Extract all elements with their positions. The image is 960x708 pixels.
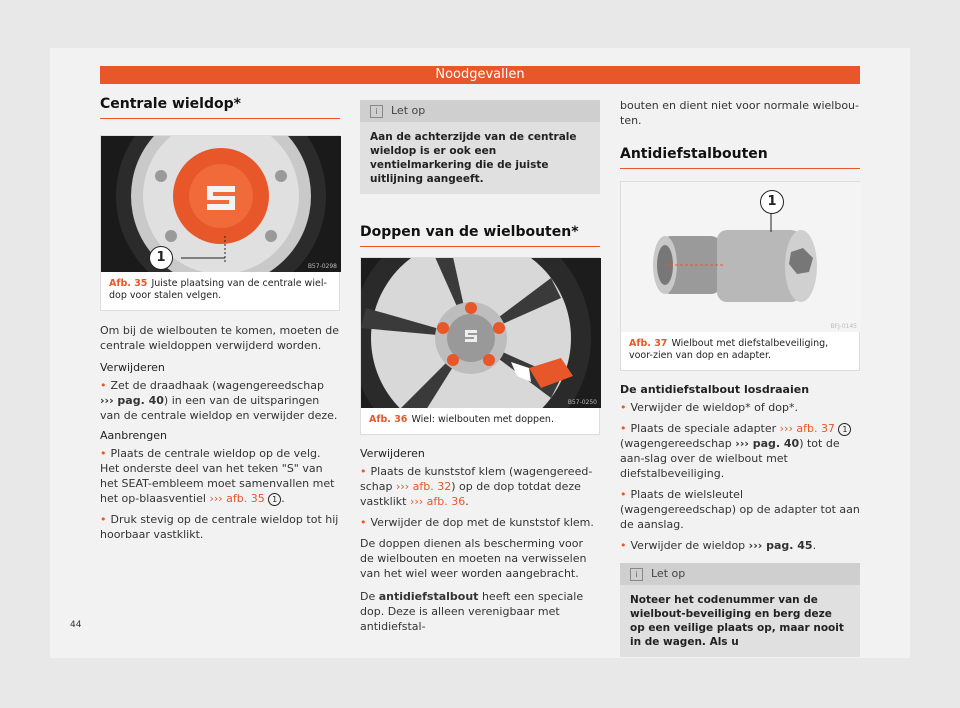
- text: .: [465, 495, 469, 508]
- figure-36: [360, 257, 600, 435]
- text: Zet de draadhaak (wagengereedschap: [110, 379, 324, 392]
- list-item: • Plaats de wielsleutel (wagengereedschap) op de adapter tot aan de aanslag.: [620, 488, 860, 531]
- subheading: De antidiefstalbout losdraaien: [620, 383, 810, 396]
- callout-1: 1: [760, 190, 784, 214]
- figure-label: Afb. 36: [369, 414, 408, 425]
- note-title: Let op: [391, 104, 426, 117]
- text: Plaats de centrale wieldop op de velg. Het onderste deel van het teken "S" van het SEAT-embleem moet samenvallen met het op-blaasventiel: [100, 447, 335, 505]
- figure-caption: [621, 332, 859, 370]
- list-item: • Plaats de kunststof klem (wagengereed-schap ››› afb. 32) op de dop totdat deze vastklikt ››› afb. 36.: [360, 465, 593, 508]
- text: Plaats de kunststof klem (wagengereed-schap: [360, 465, 593, 493]
- alloy-wheel-illustration: [361, 258, 601, 408]
- figure-label: Afb. 37: [629, 338, 668, 349]
- figure-code: BFJ-0145: [830, 323, 857, 330]
- page-reference-link[interactable]: ››› pag. 40: [735, 437, 800, 450]
- continued-paragraph: bouten en dient niet voor normale wielbou-ten.: [620, 99, 859, 127]
- text: Verwijder de dop met de kunststof klem.: [370, 516, 594, 529]
- caption-text: Wielbout met diefstalbeveiliging, voor-zien van dop en adapter.: [629, 338, 829, 361]
- list-item: • Zet de draadhaak (wagengereedschap ››› pag. 40) in een van de uitsparingen van de centrale wieldop en verwijder deze.: [100, 379, 338, 422]
- info-icon: i: [370, 105, 383, 118]
- text: Verwijder de wieldop: [630, 539, 746, 552]
- column-3: [620, 98, 860, 657]
- text: (wagengereedschap: [620, 437, 732, 450]
- figure-image: [621, 182, 861, 332]
- figure-caption: [361, 408, 599, 434]
- text: .: [281, 492, 285, 505]
- figure-reference-link[interactable]: ››› afb. 36: [409, 495, 466, 508]
- figure-image: [361, 258, 601, 408]
- caption-text: Wiel: wielbouten met doppen.: [411, 414, 554, 425]
- subheading-remove: Verwijderen: [360, 447, 425, 460]
- note-header: [620, 563, 860, 585]
- note-text: Noteer het codenummer van de wielbout-beveiliging en berg deze op een veilige plaats op, maar nooit in de wagen. Als u: [630, 594, 844, 648]
- figure-label: Afb. 35: [109, 278, 148, 289]
- subheading-apply: Aanbrengen: [100, 429, 167, 442]
- list-item: • Verwijder de wieldop ››› pag. 45.: [620, 539, 817, 552]
- figure-reference-link[interactable]: ››› afb. 35: [209, 492, 265, 505]
- note-header: [360, 100, 600, 122]
- note-box: [360, 100, 600, 194]
- caption-text: Juiste plaatsing van de centrale wiel-dop voor stalen velgen.: [109, 278, 327, 301]
- page-reference-link[interactable]: ››› pag. 40: [100, 394, 164, 407]
- callout-1: 1: [149, 246, 173, 270]
- list-item: • Plaats de speciale adapter ››› afb. 37 1 (wagengereedschap ››› pag. 40) tot de aan-slag over de wielbout met diefstalbeveiliging.: [620, 421, 860, 481]
- page-reference-link[interactable]: ››› pag. 45: [748, 539, 813, 552]
- paragraph: De doppen dienen als bescherming voor de wielbouten en moeten na verwisselen van het wiel weer worden aangebracht.: [360, 537, 587, 580]
- section-title: Antidiefstalbouten: [620, 146, 860, 169]
- text: De: [360, 590, 376, 603]
- text: ) in een van de uitsparingen van de centrale wieldop en verwijder deze.: [100, 394, 338, 422]
- text: Plaats de wielsleutel (wagengereedschap) op de adapter tot aan de aanslag.: [620, 488, 860, 531]
- text: Druk stevig op de centrale wieldop tot hij hoorbaar vastklikt.: [100, 513, 339, 541]
- list-item: • Druk stevig op de centrale wieldop tot hij hoorbaar vastklikt.: [100, 513, 339, 541]
- figure-reference-link[interactable]: ››› afb. 32: [395, 480, 452, 493]
- text: heeft een speciale dop. Deze is alleen verenigbaar met antidiefstal-: [360, 590, 584, 633]
- list-item: • Verwijder de wieldop* of dop*.: [620, 401, 798, 414]
- note-title: Let op: [651, 567, 686, 580]
- figure-37: [620, 181, 860, 371]
- figure-reference-link[interactable]: ››› afb. 37: [779, 422, 835, 435]
- page-number: 44: [70, 620, 82, 630]
- note-box: [620, 563, 860, 657]
- subheading-remove: Verwijderen: [100, 361, 165, 374]
- info-icon: i: [630, 568, 643, 581]
- text: .: [812, 539, 817, 552]
- text: Verwijder de wieldop* of dop*.: [630, 401, 798, 414]
- section-title: Doppen van de wielbouten*: [360, 224, 600, 247]
- figure-code: B57-0250: [567, 399, 597, 406]
- text: Plaats de speciale adapter: [630, 422, 777, 435]
- column-1: [100, 96, 340, 548]
- bold-term: antidiefstalbout: [378, 590, 479, 603]
- section-title: Centrale wieldop*: [100, 96, 340, 119]
- callout-number: 1: [268, 493, 281, 506]
- list-item: • Plaats de centrale wieldop op de velg. Het onderste deel van het teken "S" van het SEAT-embleem moet samenvallen met het op-blaasventiel ››› afb. 35 1 .: [100, 447, 335, 505]
- note-text: Aan de achterzijde van de centrale wieldop is er ook een ventielmarkering die de juiste uitlijning aangeeft.: [370, 131, 577, 185]
- chapter-header: Noodgevallen: [100, 66, 860, 84]
- callout-number: 1: [838, 423, 851, 436]
- hubcap-illustration: [101, 136, 341, 272]
- list-item: • Verwijder de dop met de kunststof klem.: [360, 516, 594, 529]
- anti-theft-bolt-illustration: [621, 182, 861, 332]
- text: ) tot de aan-slag over de wielbout met diefstalbeveiliging.: [620, 437, 840, 480]
- figure-code: B57-0298: [307, 263, 337, 270]
- intro-paragraph: Om bij de wielbouten te komen, moeten de centrale wieldoppen verwijderd worden.: [100, 324, 340, 352]
- paragraph: [360, 589, 600, 634]
- figure-caption: [101, 272, 339, 310]
- figure-image: [101, 136, 341, 272]
- figure-35: [100, 135, 340, 311]
- text: ) op de dop totdat deze vastklikt: [360, 480, 581, 508]
- column-2: [360, 100, 600, 642]
